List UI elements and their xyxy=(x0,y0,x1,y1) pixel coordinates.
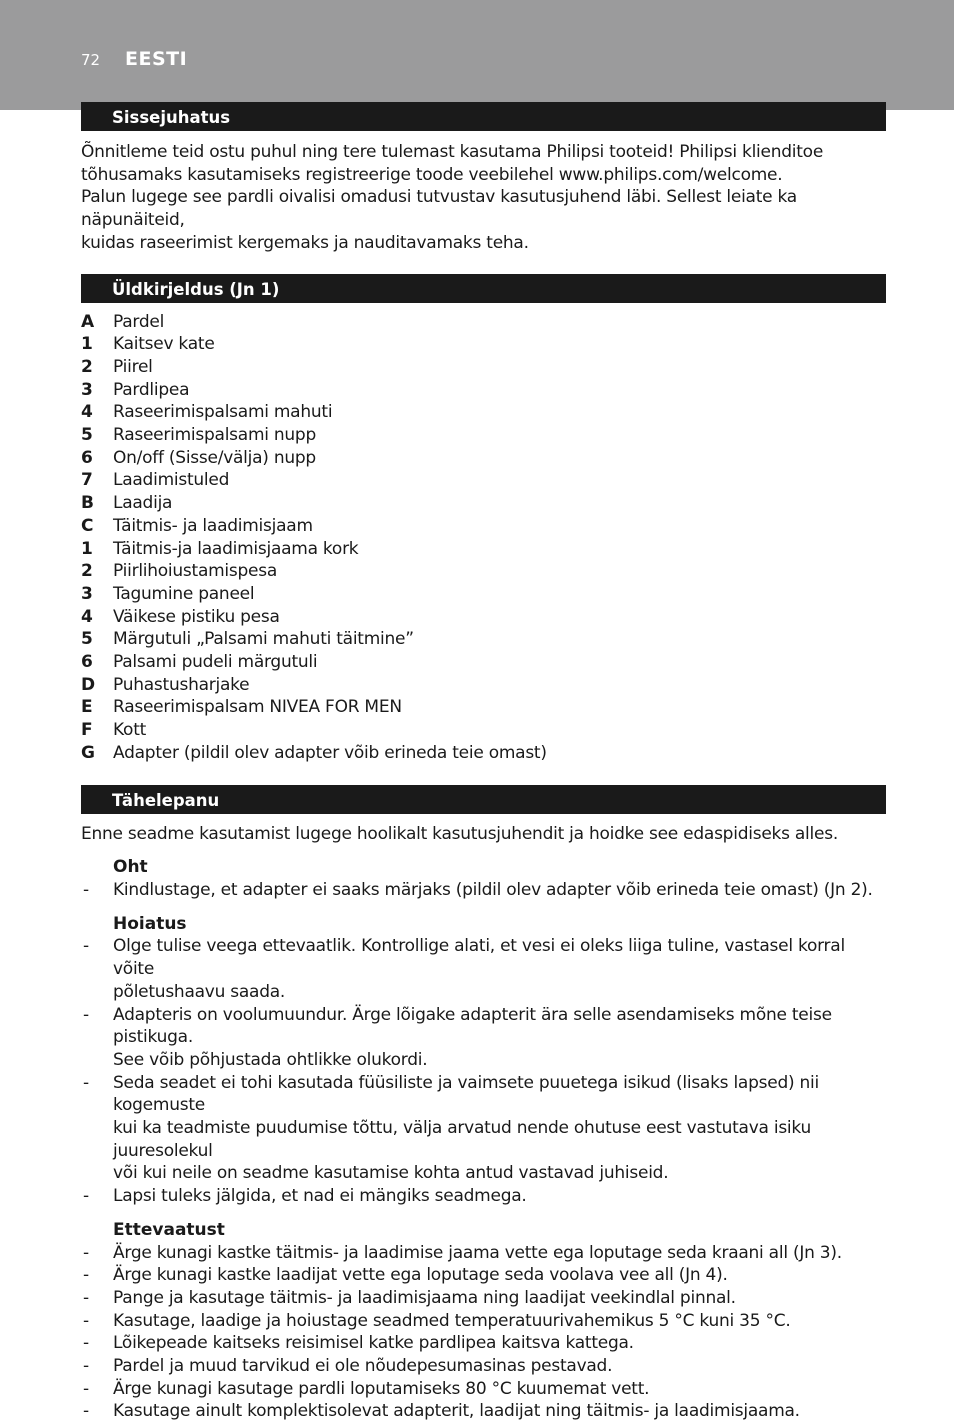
bullet-dash: - xyxy=(83,1333,89,1354)
warning-heading: Hoiatus xyxy=(113,913,187,934)
part-item xyxy=(81,515,886,538)
bullet-dash: - xyxy=(83,1072,89,1093)
part-key: 4 xyxy=(81,606,93,627)
bullet-line: Kasutage ainult komplektisolevat adapterit, laadijat ning täitmis- ja laadimisjaama. xyxy=(113,1401,800,1422)
bullet-text xyxy=(113,1004,886,1072)
part-key: D xyxy=(81,674,95,695)
part-item xyxy=(81,333,886,356)
part-item xyxy=(81,651,886,674)
bullet-line: Ärge kunagi kastke laadijat vette ega loputage seda voolava vee all (Jn 4). xyxy=(113,1265,728,1286)
part-label: On/off (Sisse/välja) nupp xyxy=(113,447,316,468)
important-intro: Enne seadme kasutamist lugege hoolikalt kasutusjuhendit ja hoidke see edaspidiseks alles. xyxy=(81,823,838,844)
bullet-item xyxy=(81,1287,886,1310)
section-heading-important: Tähelepanu xyxy=(81,785,886,814)
part-label: Märgutuli „Palsami mahuti täitmine” xyxy=(113,629,414,650)
part-item xyxy=(81,538,886,561)
bullet-line: Olge tulise veega ettevaatlik. Kontrollige alati, et vesi ei oleks liiga tuline, vastasel korral võite xyxy=(113,936,845,980)
part-key: 6 xyxy=(81,652,93,673)
part-item xyxy=(81,492,886,515)
part-item xyxy=(81,401,886,424)
bullet-text xyxy=(113,1264,886,1287)
part-key: 7 xyxy=(81,470,93,491)
part-item xyxy=(81,606,886,629)
parts-list xyxy=(81,311,886,765)
bullet-line: Ärge kunagi kastke täitmis- ja laadimise jaama vette ega loputage seda kraani all (Jn 3). xyxy=(113,1242,842,1263)
bullet-item xyxy=(81,1378,886,1401)
language-title: EESTI xyxy=(125,48,188,70)
bullet-line: Adapteris on voolumuundur. Ärge lõigake adapterit ära selle asendamiseks mõne teise pistikuga. xyxy=(113,1004,832,1048)
bullet-line: Seda seadet ei tohi kasutada füüsiliste ja vaimsete puuetega isikud (lisaks lapsed) nii kogemuste xyxy=(113,1072,819,1116)
intro-paragraph xyxy=(81,141,886,255)
part-key: 5 xyxy=(81,425,93,446)
bullet-item xyxy=(81,1332,886,1355)
part-item xyxy=(81,742,886,765)
section-heading-intro: Sissejuhatus xyxy=(81,102,886,131)
part-key: E xyxy=(81,697,93,718)
part-key: 5 xyxy=(81,629,93,650)
bullet-item xyxy=(81,879,886,902)
bullet-line: põletushaavu saada. xyxy=(113,981,286,1002)
page-number: 72 xyxy=(81,51,101,69)
bullet-item xyxy=(81,935,886,1003)
bullet-text xyxy=(113,879,886,902)
bullet-dash: - xyxy=(83,1004,89,1025)
page-content xyxy=(81,102,886,1423)
part-key: 3 xyxy=(81,583,93,604)
bullet-dash: - xyxy=(83,879,89,900)
bullet-item xyxy=(81,1242,886,1265)
part-item xyxy=(81,719,886,742)
part-label: Piirel xyxy=(113,356,153,377)
part-key: 6 xyxy=(81,447,93,468)
bullet-item xyxy=(81,1310,886,1333)
bullet-line: Ärge kunagi kasutage pardli loputamiseks 80 °C kuumemat vett. xyxy=(113,1378,650,1399)
part-label: Täitmis-ja laadimisjaama kork xyxy=(113,538,359,559)
part-label: Kaitsev kate xyxy=(113,334,215,355)
part-item xyxy=(81,560,886,583)
bullet-line: Pardel ja muud tarvikud ei ole nõudepesumasinas pestavad. xyxy=(113,1356,613,1377)
bullet-item xyxy=(81,1264,886,1287)
part-key: F xyxy=(81,720,93,741)
bullet-text xyxy=(113,935,886,1003)
bullet-dash: - xyxy=(83,1310,89,1331)
part-label: Väikese pistiku pesa xyxy=(113,606,280,627)
bullet-dash: - xyxy=(83,1378,89,1399)
bullet-text xyxy=(113,1378,886,1401)
bullet-line: See võib põhjustada ohtlikke olukordi. xyxy=(113,1049,428,1070)
part-label: Pardel xyxy=(113,311,165,332)
part-key: B xyxy=(81,493,94,514)
part-item xyxy=(81,628,886,651)
caution-list xyxy=(81,1242,886,1423)
bullet-text xyxy=(113,1185,886,1208)
part-label: Adapter (pildil olev adapter võib erineda teie omast) xyxy=(113,742,547,763)
bullet-text xyxy=(113,1287,886,1310)
part-item xyxy=(81,583,886,606)
warning-list xyxy=(81,935,886,1207)
bullet-line: Kasutage, laadige ja hoiustage seadmed temperatuurivahemikus 5 °C kuni 35 °C. xyxy=(113,1310,791,1331)
part-key: 4 xyxy=(81,402,93,423)
part-item xyxy=(81,311,886,334)
bullet-text xyxy=(113,1242,886,1265)
part-label: Puhastusharjake xyxy=(113,674,250,695)
bullet-dash: - xyxy=(83,936,89,957)
part-item xyxy=(81,424,886,447)
danger-heading: Oht xyxy=(113,857,148,878)
bullet-item xyxy=(81,1355,886,1378)
part-label: Laadimistuled xyxy=(113,470,230,491)
intro-line: Palun lugege see pardli oivalisi omadusi tutvustav kasutusjuhend läbi. Sellest leiate ka näpunäiteid, xyxy=(81,187,797,231)
bullet-dash: - xyxy=(83,1356,89,1377)
bullet-line: või kui neile on seadme kasutamise kohta antud vastavad juhiseid. xyxy=(113,1163,669,1184)
part-item xyxy=(81,379,886,402)
part-label: Täitmis- ja laadimisjaam xyxy=(113,515,313,536)
part-label: Palsami pudeli märgutuli xyxy=(113,652,318,673)
bullet-dash: - xyxy=(83,1265,89,1286)
section-heading-overview: Üldkirjeldus (Jn 1) xyxy=(81,274,886,303)
bullet-dash: - xyxy=(83,1242,89,1263)
part-key: 1 xyxy=(81,538,93,559)
part-label: Laadija xyxy=(113,493,173,514)
part-item xyxy=(81,447,886,470)
bullet-text xyxy=(113,1310,886,1333)
intro-line: Õnnitleme teid ostu puhul ning tere tulemast kasutama Philipsi tooteid! Philipsi klienditoe xyxy=(81,142,824,162)
bullet-item xyxy=(81,1185,886,1208)
part-label: Raseerimispalsami mahuti xyxy=(113,402,333,423)
part-label: Kott xyxy=(113,720,147,741)
part-label: Raseerimispalsam NIVEA FOR MEN xyxy=(113,697,402,718)
intro-line: kuidas raseerimist kergemaks ja nauditavamaks teha. xyxy=(81,232,529,253)
bullet-text xyxy=(113,1072,886,1186)
bullet-item xyxy=(81,1400,886,1423)
part-key: C xyxy=(81,515,94,536)
part-key: 2 xyxy=(81,561,93,582)
bullet-line: Lapsi tuleks jälgida, et nad ei mängiks seadmega. xyxy=(113,1186,527,1207)
bullet-line: kui ka teadmiste puudumise tõttu, välja arvatud nende ohutuse eest vastutava isiku juuresolekul xyxy=(113,1118,811,1161)
header-band xyxy=(0,0,954,110)
bullet-text xyxy=(113,1400,886,1423)
bullet-dash: - xyxy=(83,1401,89,1422)
part-item xyxy=(81,674,886,697)
part-key: 1 xyxy=(81,334,93,355)
danger-list xyxy=(81,879,886,902)
part-label: Raseerimispalsami nupp xyxy=(113,425,317,446)
bullet-line: Pange ja kasutage täitmis- ja laadimisjaama ning laadijat veekindlal pinnal. xyxy=(113,1287,736,1308)
bullet-item xyxy=(81,1072,886,1186)
bullet-text xyxy=(113,1332,886,1355)
bullet-line: Kindlustage, et adapter ei saaks märjaks (pildil olev adapter võib erineda teie omast) (Jn 2). xyxy=(113,879,873,900)
bullet-dash: - xyxy=(83,1186,89,1207)
intro-line: tõhusamaks kasutamiseks registreerige toode veebilehel www.philips.com/welcome. xyxy=(81,164,783,185)
part-label: Pardlipea xyxy=(113,379,190,400)
bullet-dash: - xyxy=(83,1287,89,1308)
part-key: A xyxy=(81,311,94,332)
part-key: 3 xyxy=(81,379,93,400)
caution-heading: Ettevaatust xyxy=(113,1219,225,1240)
part-key: G xyxy=(81,742,95,763)
part-label: Tagumine paneel xyxy=(113,583,255,604)
part-label: Piirlihoiustamispesa xyxy=(113,561,278,582)
bullet-item xyxy=(81,1004,886,1072)
part-item xyxy=(81,696,886,719)
bullet-line: Lõikepeade kaitseks reisimisel katke pardlipea kaitsva kattega. xyxy=(113,1333,634,1354)
part-item xyxy=(81,356,886,379)
part-key: 2 xyxy=(81,356,93,377)
bullet-text xyxy=(113,1355,886,1378)
part-item xyxy=(81,469,886,492)
